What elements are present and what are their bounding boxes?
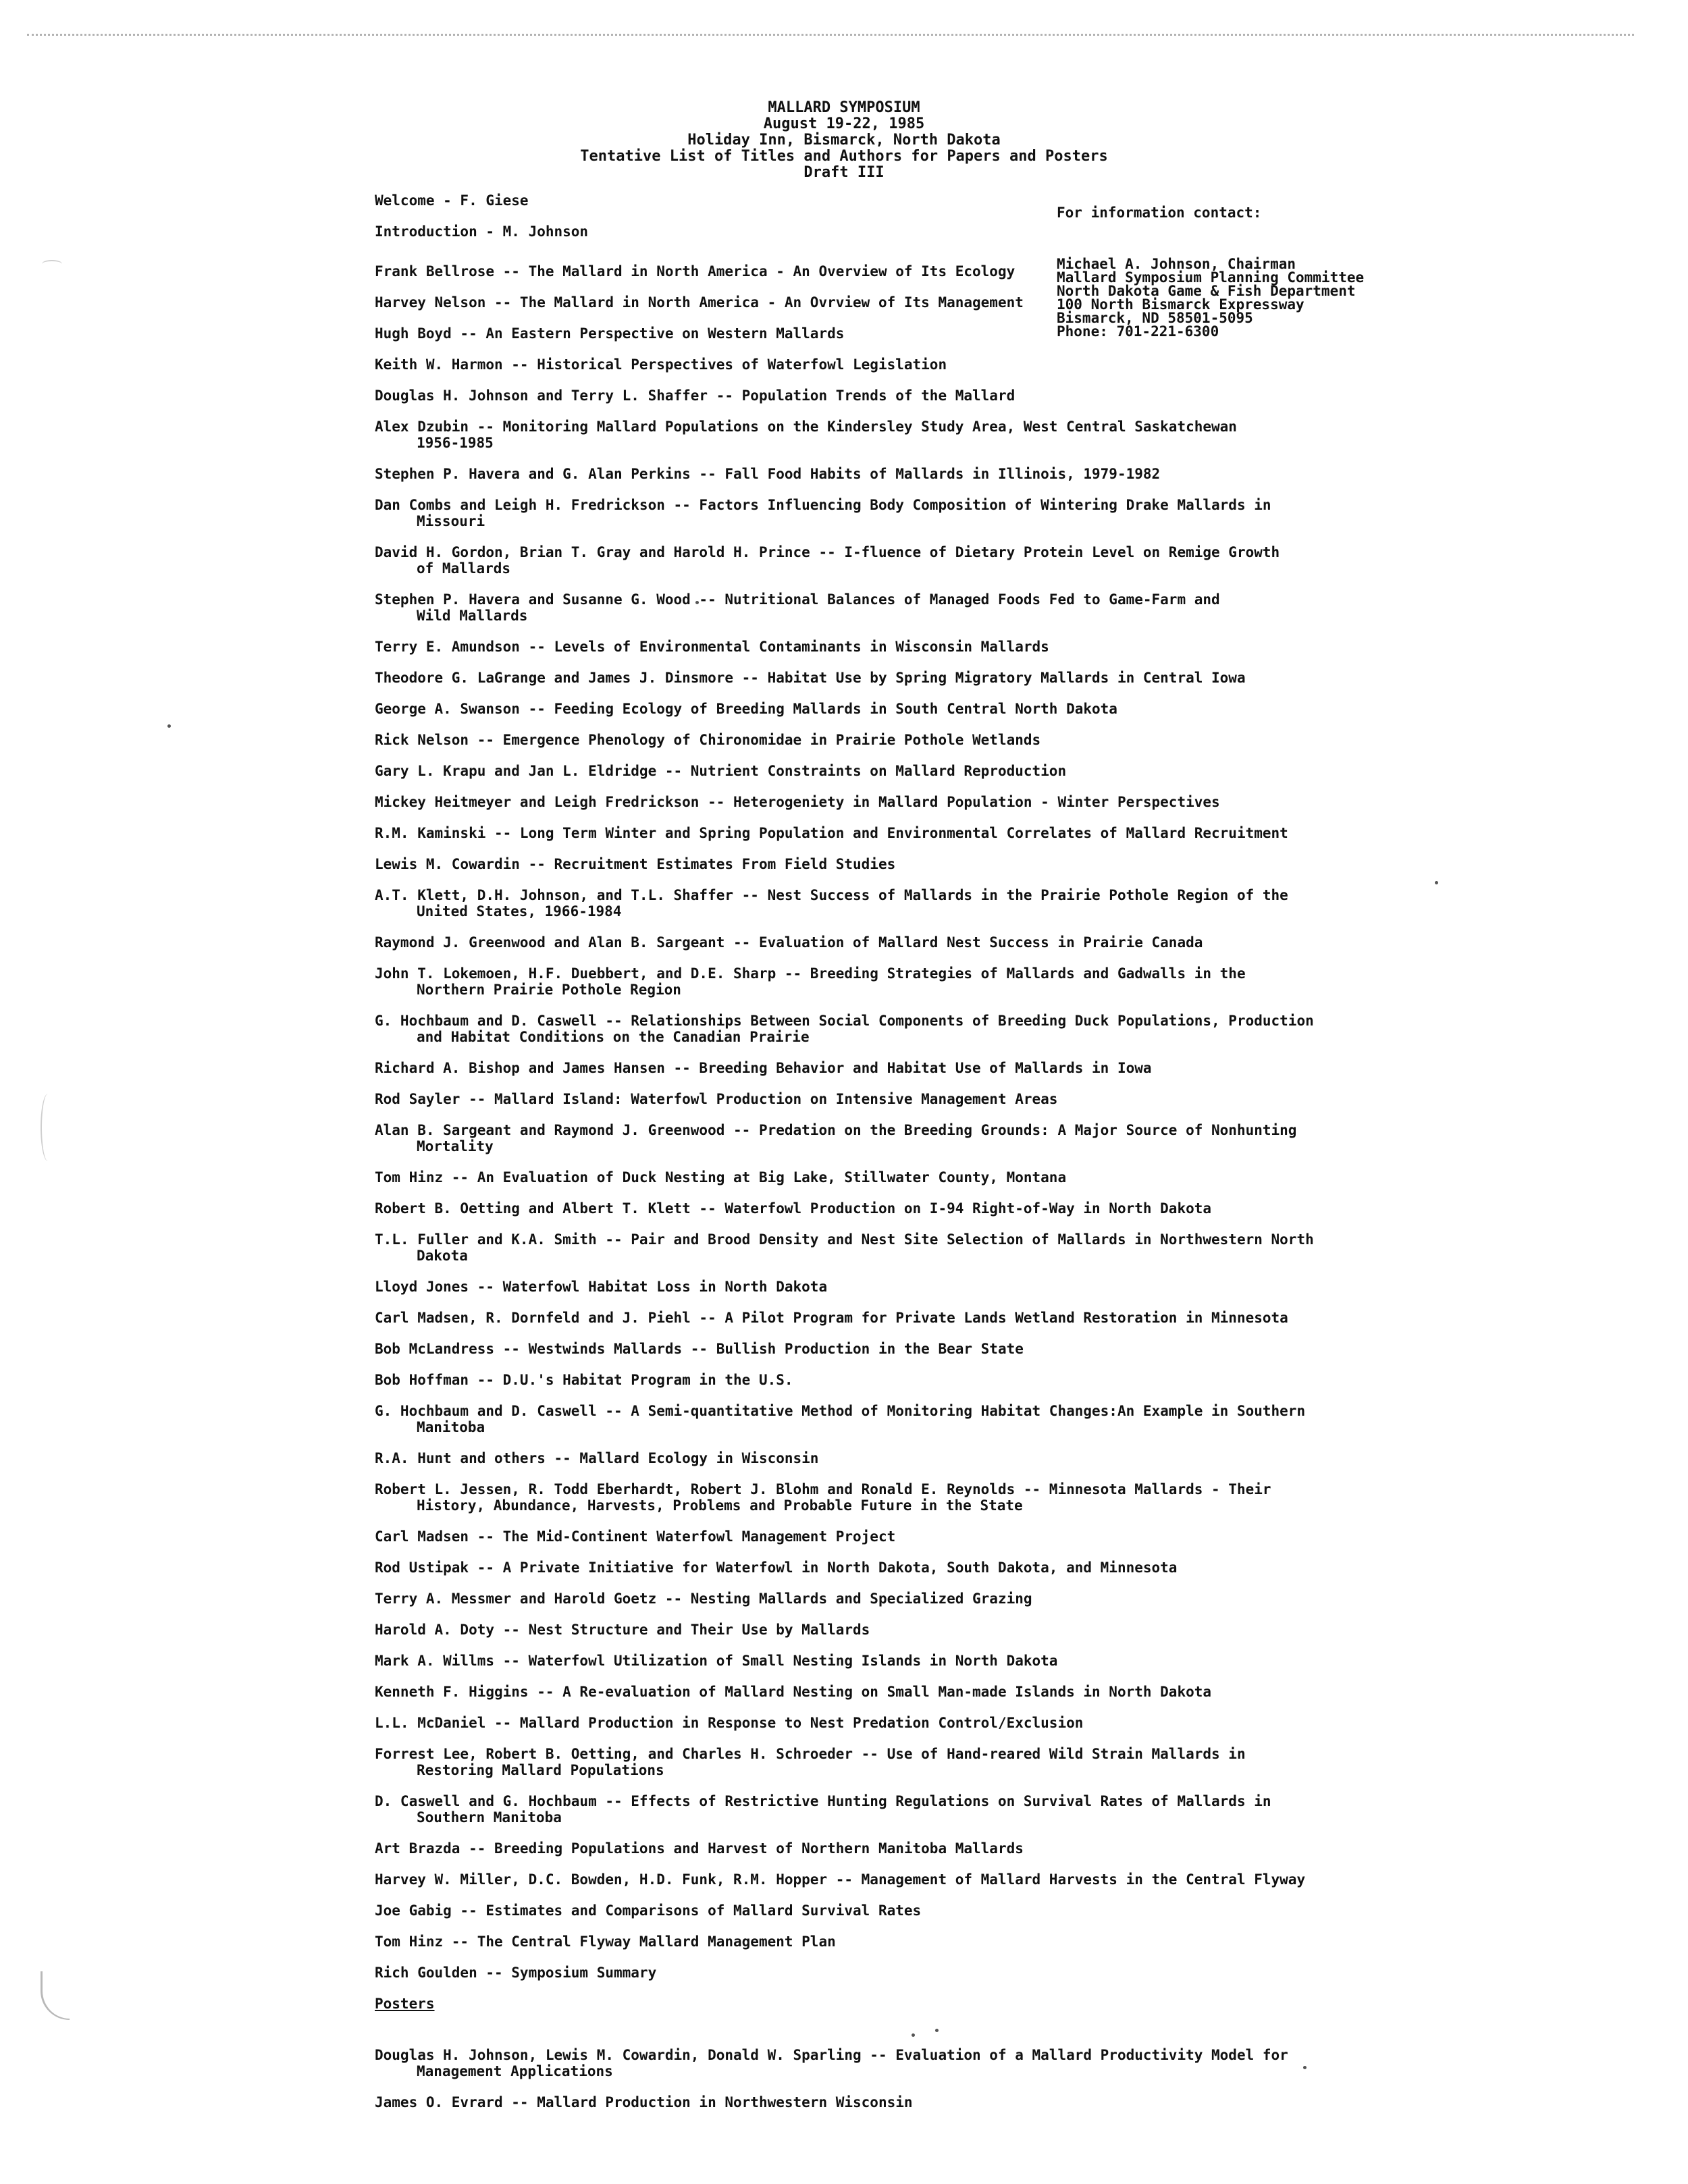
paper-entry (375, 1169, 1354, 1186)
paper-title-line: A.T. Klett, D.H. Johnson, and T.L. Shaffer -- Nest Success of Mallards in the Prairie Pothole Region of the (375, 887, 1288, 903)
header-line: August 19-22, 1985 (763, 115, 925, 132)
paper-entry (375, 1715, 1354, 1731)
contact-line: North Dakota Game & Fish Department (1057, 283, 1356, 299)
paper-entry (375, 1372, 1354, 1388)
paper-entry (375, 639, 1354, 655)
header-line: Tentative List of Titles and Authors for Papers and Posters (580, 148, 1108, 165)
paper-entry (375, 1840, 1354, 1857)
paper-entry (375, 1871, 1354, 1888)
paper-title-line: Mickey Heitmeyer and Leigh Fredrickson -- Heterogeniety in Mallard Population - Winter Perspectives (375, 794, 1220, 810)
contact-line: Michael A. Johnson, Chairman (1057, 256, 1296, 272)
paper-entry (375, 1528, 1354, 1545)
paper-title-line: Harvey W. Miller, D.C. Bowden, H.D. Funk, R.M. Hopper -- Management of Mallard Harvests in the Central Flyway (375, 1871, 1306, 1888)
paper-title-line: Carl Madsen, R. Dornfeld and J. Piehl -- A Pilot Program for Private Lands Wetland Restoration in Minnesota (375, 1310, 1288, 1326)
paper-entry (375, 356, 1354, 373)
paper-entry (375, 544, 1354, 577)
paper-entry (375, 1310, 1354, 1326)
paper-title-line: Harold A. Doty -- Nest Structure and Their Use by Mallards (375, 1622, 870, 1638)
paper-entry (375, 732, 1354, 748)
paper-entry (375, 419, 1354, 451)
paper-entry (375, 223, 1354, 240)
paper-title-line: Lewis M. Cowardin -- Recruitment Estimates From Field Studies (375, 856, 896, 872)
paper-title-line: Rich Goulden -- Symposium Summary (375, 1965, 657, 1981)
paper-entry (375, 763, 1354, 779)
paper-title-line: Douglas H. Johnson and Terry L. Shaffer -- Population Trends of the Mallard (375, 388, 1016, 404)
paper-entry (375, 965, 1354, 998)
paper-entry (375, 1653, 1354, 1669)
paper-entry (375, 856, 1354, 872)
paper-title-line: Forrest Lee, Robert B. Oetting, and Charles H. Schroeder -- Use of Hand-reared Wild Strain Mallards in (375, 1746, 1246, 1762)
poster-continuation-line: Management Applications (417, 2063, 613, 2079)
paper-entry (375, 1793, 1354, 1826)
paper-title-line: Bob Hoffman -- D.U.'s Habitat Program in the U.S. (375, 1372, 793, 1388)
paper-title-line: Bob McLandress -- Westwinds Mallards -- Bullish Production in the Bear State (375, 1341, 1024, 1357)
paper-continuation-line: and Habitat Conditions on the Canadian Prairie (417, 1029, 810, 1045)
header-line: Holiday Inn, Bismarck, North Dakota (687, 132, 1001, 149)
paper-title-line: Frank Bellrose -- The Mallard in North America - An Overview of Its Ecology (375, 263, 1016, 279)
paper-entry (375, 1060, 1354, 1076)
paper-title-line: Kenneth F. Higgins -- A Re-evaluation of Mallard Nesting on Small Man-made Islands in North Dakota (375, 1684, 1212, 1700)
document-header (0, 100, 1688, 181)
paper-title-line: John T. Lokemoen, H.F. Duebbert, and D.E. Sharp -- Breeding Strategies of Mallards and Gadwalls in the (375, 965, 1246, 982)
paper-title-line: Tom Hinz -- The Central Flyway Mallard Management Plan (375, 1934, 836, 1950)
paper-title-line: Harvey Nelson -- The Mallard in North America - An Ovrview of Its Management (375, 294, 1024, 311)
paper-title-line: Art Brazda -- Breeding Populations and Harvest of Northern Manitoba Mallards (375, 1840, 1024, 1857)
paper-continuation-line: Northern Prairie Pothole Region (417, 982, 681, 998)
contact-line: Phone: 701-221-6300 (1057, 323, 1219, 340)
scan-speck (167, 724, 171, 728)
contact-line: Bismarck, ND 58501-5095 (1057, 310, 1253, 326)
paper-title-line: Gary L. Krapu and Jan L. Eldridge -- Nutrient Constraints on Mallard Reproduction (375, 763, 1067, 779)
paper-title-line: Theodore G. LaGrange and James J. Dinsmore -- Habitat Use by Spring Migratory Mallards in Central Iowa (375, 670, 1246, 686)
paper-entry (375, 1341, 1354, 1357)
header-line: MALLARD SYMPOSIUM (768, 99, 920, 116)
paper-entry (375, 1481, 1354, 1514)
paper-title-line: R.M. Kaminski -- Long Term Winter and Spring Population and Environmental Correlates of Mallard Recruitment (375, 825, 1288, 841)
paper-entry (375, 192, 1354, 209)
paper-continuation-line: 1956-1985 (417, 435, 494, 451)
paper-continuation-line: Manitoba (417, 1419, 485, 1435)
paper-title-line: Alan B. Sargeant and Raymond J. Greenwood -- Predation on the Breeding Grounds: A Major Source of Nonhunting (375, 1122, 1297, 1138)
paper-entry (375, 825, 1354, 841)
poster-title-line: James O. Evrard -- Mallard Production in Northwestern Wisconsin (375, 2094, 913, 2110)
paper-title-line: T.L. Fuller and K.A. Smith -- Pair and Brood Density and Nest Site Selection of Mallards in Northwestern North (375, 1231, 1314, 1248)
paper-entry (375, 1934, 1354, 1950)
paper-continuation-line: History, Abundance, Harvests, Problems and Probable Future in the State (417, 1497, 1023, 1514)
paper-entry (375, 591, 1354, 624)
paper-entry (375, 1965, 1354, 1981)
contact-line: Mallard Symposium Planning Committee (1057, 269, 1365, 286)
paper-title-line: George A. Swanson -- Feeding Ecology of Breeding Mallards in South Central North Dakota (375, 701, 1117, 717)
scan-edge-artifact (27, 34, 1634, 36)
paper-entry (375, 1684, 1354, 1700)
paper-entry (375, 887, 1354, 920)
paper-continuation-line: United States, 1966-1984 (417, 903, 622, 920)
paper-entry (375, 294, 1354, 311)
paper-title-line: Terry A. Messmer and Harold Goetz -- Nesting Mallards and Specialized Grazing (375, 1591, 1032, 1607)
paper-entry (375, 1013, 1354, 1045)
posters-heading: Posters (375, 1996, 435, 2012)
paper-title-line: Stephen P. Havera and Susanne G. Wood -- Nutritional Balances of Managed Foods Fed to Game-Farm and (375, 591, 1220, 608)
program-list (375, 192, 1354, 2110)
paper-entry (375, 388, 1354, 404)
paper-continuation-line: Mortality (417, 1138, 494, 1154)
poster-title-line: Douglas H. Johnson, Lewis M. Cowardin, Donald W. Sparling -- Evaluation of a Mallard Productivity Model for (375, 2047, 1288, 2063)
contact-heading: For information contact: (1057, 205, 1262, 221)
paper-continuation-line: of Mallards (417, 560, 511, 577)
paper-title-line: Robert L. Jessen, R. Todd Eberhardt, Robert J. Blohm and Ronald E. Reynolds -- Minnesota Mallards - Their (375, 1481, 1271, 1497)
paper-continuation-line: Wild Mallards (417, 608, 528, 624)
paper-title-line: Carl Madsen -- The Mid-Continent Waterfowl Management Project (375, 1528, 896, 1545)
paper-title-line: Richard A. Bishop and James Hansen -- Breeding Behavior and Habitat Use of Mallards in Iowa (375, 1060, 1152, 1076)
paper-title-line: Rick Nelson -- Emergence Phenology of Chironomidae in Prairie Pothole Wetlands (375, 732, 1041, 748)
paper-title-line: Rod Sayler -- Mallard Island: Waterfowl Production on Intensive Management Areas (375, 1091, 1058, 1107)
paper-title-line: Keith W. Harmon -- Historical Perspectives of Waterfowl Legislation (375, 356, 947, 373)
paper-entry (375, 466, 1354, 482)
header-line: Draft III (803, 164, 885, 181)
paper-title-line: R.A. Hunt and others -- Mallard Ecology in Wisconsin (375, 1450, 819, 1466)
poster-entry (375, 2047, 1354, 2079)
contact-line: 100 North Bismarck Expressway (1057, 296, 1304, 313)
paper-continuation-line: Southern Manitoba (417, 1809, 562, 1826)
paper-title-line: Joe Gabig -- Estimates and Comparisons of Mallard Survival Rates (375, 1902, 922, 1919)
scan-smudge (41, 1094, 55, 1161)
paper-title-line: Robert B. Oetting and Albert T. Klett -- Waterfowl Production on I-94 Right-of-Way in North Dakota (375, 1200, 1212, 1217)
paper-title-line: G. Hochbaum and D. Caswell -- Relationships Between Social Components of Breeding Duck Populations, Production (375, 1013, 1314, 1029)
paper-entry (375, 1200, 1354, 1217)
paper-entry (375, 1091, 1354, 1107)
paper-title-line: Stephen P. Havera and G. Alan Perkins -- Fall Food Habits of Mallards in Illinois, 1979-1982 (375, 466, 1161, 482)
scan-smudge (41, 1971, 70, 2020)
poster-entry (375, 2094, 1354, 2110)
paper-title-line: Terry E. Amundson -- Levels of Environmental Contaminants in Wisconsin Mallards (375, 639, 1049, 655)
scan-smudge (42, 260, 62, 268)
paper-entry (375, 1279, 1354, 1295)
paper-entry (375, 1560, 1354, 1576)
paper-entry (375, 325, 1354, 342)
paper-title-line: G. Hochbaum and D. Caswell -- A Semi-quantitative Method of Monitoring Habitat Changes:An Example in Southern (375, 1403, 1306, 1419)
paper-title-line: Alex Dzubin -- Monitoring Mallard Populations on the Kindersley Study Area, West Central Saskatchewan (375, 419, 1237, 435)
paper-title-line: Dan Combs and Leigh H. Fredrickson -- Factors Influencing Body Composition of Wintering Drake Mallards in (375, 497, 1271, 513)
paper-title-line: Mark A. Willms -- Waterfowl Utilization of Small Nesting Islands in North Dakota (375, 1653, 1058, 1669)
paper-title-line: Lloyd Jones -- Waterfowl Habitat Loss in North Dakota (375, 1279, 828, 1295)
paper-entry (375, 1622, 1354, 1638)
paper-title-line: Raymond J. Greenwood and Alan B. Sargeant -- Evaluation of Mallard Nest Success in Prairie Canada (375, 934, 1203, 951)
paper-title-line: David H. Gordon, Brian T. Gray and Harold H. Prince -- I-fluence of Dietary Protein Level on Remige Growth (375, 544, 1280, 560)
paper-entry (375, 1902, 1354, 1919)
paper-continuation-line: Restoring Mallard Populations (417, 1762, 664, 1778)
paper-entry (375, 701, 1354, 717)
paper-entry (375, 1231, 1354, 1264)
paper-entry (375, 263, 1354, 279)
paper-title-line: Tom Hinz -- An Evaluation of Duck Nesting at Big Lake, Stillwater County, Montana (375, 1169, 1067, 1186)
paper-continuation-line: Dakota (417, 1248, 468, 1264)
paper-title-line: L.L. McDaniel -- Mallard Production in Response to Nest Predation Control/Exclusion (375, 1715, 1084, 1731)
paper-title-line: Hugh Boyd -- An Eastern Perspective on Western Mallards (375, 325, 845, 342)
paper-entry (375, 1403, 1354, 1435)
paper-entry (375, 670, 1354, 686)
paper-continuation-line: Missouri (417, 513, 485, 529)
paper-title-line: Welcome - F. Giese (375, 192, 529, 209)
scan-speck (1435, 881, 1438, 884)
paper-entry (375, 934, 1354, 951)
paper-title-line: Introduction - M. Johnson (375, 223, 589, 240)
paper-title-line: Rod Ustipak -- A Private Initiative for Waterfowl in North Dakota, South Dakota, and Minnesota (375, 1560, 1178, 1576)
paper-entry (375, 497, 1354, 529)
paper-entry (375, 1746, 1354, 1778)
paper-title-line: D. Caswell and G. Hochbaum -- Effects of Restrictive Hunting Regulations on Survival Rates of Mallards in (375, 1793, 1271, 1809)
paper-entry (375, 1122, 1354, 1154)
paper-entry (375, 794, 1354, 810)
paper-entry (375, 1591, 1354, 1607)
paper-entry (375, 1450, 1354, 1466)
